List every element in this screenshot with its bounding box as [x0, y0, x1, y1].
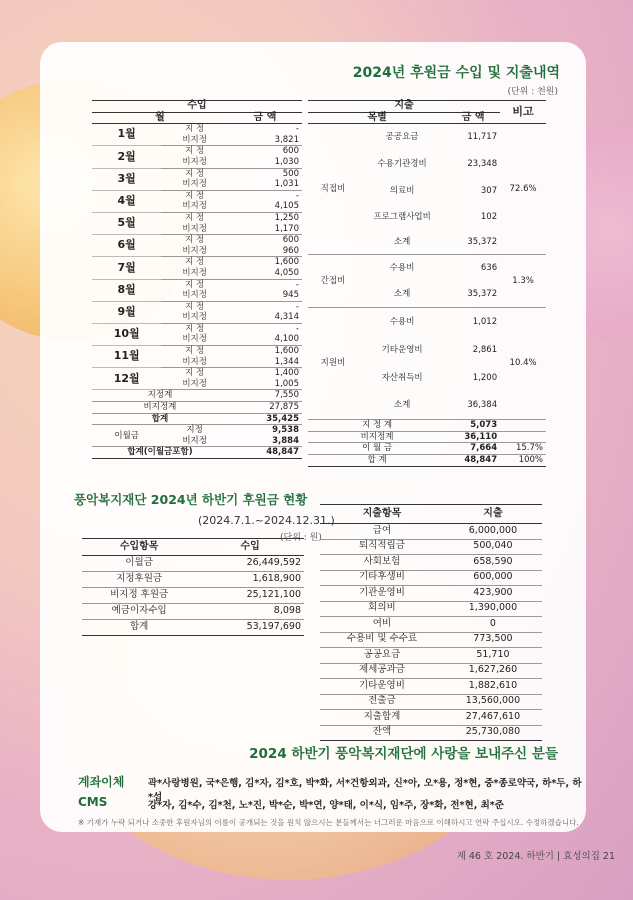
- income-total-label: 비지정계: [143, 402, 177, 413]
- income-month-row: [92, 124, 302, 135]
- bijijeong-label: 비지정: [182, 201, 207, 212]
- half-income-header-row: [82, 539, 304, 556]
- note-header: 비고: [500, 101, 546, 124]
- half-income-value: 1,618,900: [252, 573, 301, 585]
- bijijeong-value: 4,100: [274, 334, 299, 345]
- income-total-row: [92, 390, 302, 402]
- carryover-row: [92, 425, 302, 436]
- jijeong-value: -: [295, 279, 299, 290]
- expense-item-name: 소계: [358, 230, 446, 255]
- jijeong-value: 600: [282, 235, 299, 246]
- section1-unit: (단위 : 천원): [507, 87, 558, 97]
- carryover-label: 이월금: [92, 425, 161, 447]
- expense-item-value: 23,348: [467, 159, 498, 170]
- expense-group-label: 지원비: [308, 308, 358, 420]
- half-expense-name: 사회보험: [363, 555, 401, 567]
- half-income-col-value: 수입: [240, 540, 260, 552]
- half-income-value: 26,449,592: [246, 557, 301, 569]
- month-label: 11월: [92, 346, 161, 368]
- jijeong-value: 600: [282, 146, 299, 157]
- expense-item-value: 35,372: [446, 230, 500, 255]
- income-month-row: [92, 279, 302, 290]
- half-expense-col-item: 지출항목: [362, 507, 402, 519]
- bijijeong-value: 945: [282, 290, 299, 301]
- half-expense-header-row: [320, 505, 542, 524]
- half-income-value: 8,098: [273, 605, 301, 617]
- half-expense-col-value: 지출: [483, 507, 503, 519]
- month-label: 10월: [92, 323, 161, 345]
- half-expense-table: [320, 504, 542, 741]
- half-income-name: 비지정 후원금: [110, 589, 169, 601]
- month-label: 5월: [92, 212, 161, 234]
- expense-item-value: 1,200: [472, 372, 498, 383]
- half-income-row: [82, 620, 304, 636]
- section1-title: 2024년 후원금 수입 및 지출내역: [352, 65, 560, 81]
- half-income-name: 합계: [129, 621, 149, 633]
- jijeong-label: 지 정: [185, 279, 205, 290]
- income-total-row: [92, 413, 302, 425]
- carryover-jijeong-label: 지정: [186, 425, 203, 436]
- expense-total-row: [308, 431, 546, 443]
- half-income-row: [82, 604, 304, 620]
- jijeong-value: 1,600: [274, 346, 299, 357]
- bijijeong-label: 비지정: [182, 179, 207, 190]
- half-expense-value: 1,882,610: [468, 679, 518, 691]
- carryover-jijeong-value: 9,538: [272, 425, 299, 436]
- carryover-bijijeong-label: 비지정: [182, 435, 207, 446]
- expense-total-value: 36,110: [464, 431, 498, 442]
- half-expense-value: 13,560,000: [465, 695, 521, 707]
- half-expense-row: [320, 555, 542, 571]
- half-expense-name: 여비: [372, 617, 392, 629]
- income-col-amount: 금 액: [253, 111, 277, 123]
- half-expense-row: [320, 570, 542, 586]
- expense-item-value: 35,372: [446, 281, 500, 308]
- expense-item-value: 1,012: [472, 316, 498, 327]
- expense-group-note: 1.3%: [500, 255, 546, 308]
- income-total-value: 35,425: [266, 413, 299, 424]
- bijijeong-label: 비지정: [182, 290, 207, 301]
- half-income-table: [82, 538, 304, 636]
- month-label: 6월: [92, 235, 161, 257]
- half-expense-row: [320, 601, 542, 617]
- jijeong-label: 지 정: [185, 235, 205, 246]
- expense-item-name: 소계: [358, 281, 446, 308]
- jijeong-value: -: [295, 323, 299, 334]
- donor-names-transfer: 곽*사랑병원, 국*은행, 김*자, 김*호, 박*화, 서*건항외과, 신*아, 오*용, 정*현, 중*종로약국, 하*두, 하*섭: [148, 778, 582, 803]
- income-month-row: [92, 146, 302, 157]
- section2-unit: (단위 : 원): [280, 533, 322, 543]
- half-expense-row: [320, 663, 542, 679]
- expense-item-name: 공공요금: [385, 132, 419, 143]
- expense-item-value: 307: [480, 185, 498, 196]
- income-month-row: [92, 346, 302, 357]
- half-expense-row: [320, 632, 542, 648]
- expense-col-item: 목별: [367, 111, 387, 123]
- month-label: 12월: [92, 368, 161, 390]
- notice-text: ※ 기재가 누락 되거나 소중한 후원자님의 이름이 공개되는 것을 원치 않으시는 분들께서는 너그러운 마음으로 이해하시고 연락 주십시오. 수정하겠습니다.: [78, 818, 579, 827]
- income-month-row: [92, 323, 302, 334]
- income-header-row: [92, 101, 302, 113]
- expense-total-label: 합 계: [367, 454, 387, 465]
- half-income-col-item: 수입항목: [119, 540, 159, 552]
- grand-total-row: [92, 447, 302, 459]
- half-expense-name: 지출합계: [363, 710, 401, 722]
- expense-item-name: 소계: [358, 392, 446, 420]
- expense-item-value: 36,384: [446, 392, 500, 420]
- expense-item-value: 636: [480, 262, 498, 273]
- half-expense-value: 6,000,000: [468, 524, 518, 536]
- expense-total-value: 5,073: [470, 420, 498, 431]
- bijijeong-value: 1,031: [274, 179, 299, 190]
- bijijeong-label: 비지정: [182, 378, 207, 389]
- income-month-row: [92, 190, 302, 201]
- half-expense-name: 수용비 및 수수료: [346, 633, 418, 645]
- income-total-label: 합계: [151, 413, 169, 424]
- donor-label-transfer: 계좌이체: [78, 775, 125, 789]
- grand-total-label: 합계(이월금포함): [127, 447, 193, 458]
- income-total-value: 7,550: [274, 390, 299, 401]
- half-expense-value: 25,730,080: [465, 726, 521, 738]
- jijeong-value: -: [295, 124, 299, 135]
- income-month-row: [92, 168, 302, 179]
- jijeong-value: 1,400: [274, 368, 299, 379]
- half-income-value: 25,121,100: [246, 589, 301, 601]
- jijeong-label: 지 정: [185, 301, 205, 312]
- month-label: 2월: [92, 146, 161, 168]
- jijeong-label: 지 정: [185, 168, 205, 179]
- expense-item-value: 102: [480, 211, 498, 222]
- content-card: [40, 42, 586, 832]
- expense-total-note: [500, 420, 546, 432]
- expense-total-row: [308, 443, 546, 455]
- expense-item-name: 프로그램사업비: [373, 211, 431, 222]
- half-expense-value: 1,390,000: [468, 602, 518, 614]
- income-col-month: 월: [155, 111, 165, 123]
- income-month-row: [92, 235, 302, 246]
- expense-total-value: 7,664: [470, 443, 498, 454]
- expense-total-row: [308, 454, 546, 466]
- half-expense-row: [320, 694, 542, 710]
- half-income-value: 53,197,690: [246, 621, 301, 633]
- income-month-row: [92, 257, 302, 268]
- jijeong-label: 지 정: [185, 124, 205, 135]
- expense-header-row: [308, 101, 546, 113]
- income-month-row: [92, 212, 302, 223]
- half-expense-value: 51,710: [476, 648, 510, 660]
- half-expense-value: 0: [489, 617, 496, 629]
- half-expense-name: 잔액: [372, 726, 392, 738]
- section2-period: (2024.7.1.~2024.12.31.): [198, 514, 335, 527]
- jijeong-label: 지 정: [185, 257, 205, 268]
- half-expense-row: [320, 617, 542, 633]
- half-expense-value: 1,627,260: [468, 664, 518, 676]
- expense-total-label: 지 정 계: [362, 420, 393, 431]
- half-expense-value: 500,040: [473, 540, 513, 552]
- bijijeong-value: 1,005: [274, 378, 299, 389]
- expense-total-row: [308, 420, 546, 432]
- expense-group-note: 10.4%: [500, 308, 546, 420]
- half-expense-row: [320, 710, 542, 726]
- expense-item-row: [308, 255, 546, 282]
- expense-item-row: [308, 308, 546, 337]
- half-expense-name: 공공요금: [363, 648, 401, 660]
- expense-item-name: 수용기관경비: [377, 159, 427, 170]
- expense-total-label: 이 월 금: [362, 443, 393, 454]
- month-label: 4월: [92, 190, 161, 212]
- half-expense-row: [320, 648, 542, 664]
- half-income-name: 이월금: [125, 557, 153, 569]
- expense-table: [308, 100, 546, 467]
- jijeong-value: 500: [282, 168, 299, 179]
- half-expense-value: 27,467,610: [465, 710, 521, 722]
- income-total-row: [92, 402, 302, 414]
- jijeong-value: -: [295, 301, 299, 312]
- bijijeong-label: 비지정: [182, 312, 207, 323]
- income-total-value: 27,875: [269, 402, 299, 413]
- month-label: 8월: [92, 279, 161, 301]
- jijeong-value: 1,600: [274, 257, 299, 268]
- half-expense-row: [320, 524, 542, 540]
- half-expense-name: 퇴직적립금: [359, 540, 405, 552]
- expense-total-note: 15.7%: [515, 443, 543, 454]
- section3-title: 2024 하반기 풍악복지재단에 사랑을 보내주신 분들: [249, 746, 558, 762]
- grand-total-value: 48,847: [266, 447, 299, 458]
- bijijeong-label: 비지정: [182, 223, 207, 234]
- expense-item-name: 자산취득비: [381, 372, 423, 383]
- month-label: 7월: [92, 257, 161, 279]
- expense-total-note: 100%: [518, 454, 543, 465]
- bijijeong-value: 3,821: [274, 134, 299, 145]
- bijijeong-value: 1,344: [274, 356, 299, 367]
- income-col-row: [92, 112, 302, 124]
- expense-col-amount: 금 액: [461, 111, 485, 123]
- half-expense-row: [320, 725, 542, 741]
- jijeong-label: 지 정: [185, 368, 205, 379]
- income-month-row: [92, 368, 302, 379]
- carryover-bijijeong-value: 3,884: [272, 435, 299, 446]
- expense-item-name: 의료비: [389, 185, 415, 196]
- month-label: 1월: [92, 124, 161, 146]
- half-income-row: [82, 572, 304, 588]
- bijijeong-label: 비지정: [182, 134, 207, 145]
- bijijeong-label: 비지정: [182, 356, 207, 367]
- half-expense-name: 회의비: [368, 602, 396, 614]
- jijeong-label: 지 정: [185, 323, 205, 334]
- expense-total-value: 48,847: [464, 454, 498, 465]
- expense-item-value: 2,861: [472, 344, 498, 355]
- expense-group-label: 직접비: [308, 124, 358, 255]
- expense-group-note: 72.6%: [500, 124, 546, 255]
- half-income-row: [82, 588, 304, 604]
- expense-item-value: 11,717: [467, 132, 498, 143]
- bijijeong-label: 비지정: [182, 267, 207, 278]
- bijijeong-label: 비지정: [182, 156, 207, 167]
- expense-item-name: 기타운영비: [381, 344, 423, 355]
- jijeong-label: 지 정: [185, 190, 205, 201]
- expense-item-name: 수용비: [389, 262, 415, 273]
- half-expense-name: 기타운영비: [359, 679, 405, 691]
- half-expense-name: 기관운영비: [359, 586, 405, 598]
- half-expense-name: 급여: [372, 524, 392, 536]
- donor-names-cms: 강*자, 김*수, 김*천, 노*진, 박*순, 박*연, 양*태, 이*식, 임*주, 장*화, 전*현, 최*준: [148, 800, 504, 811]
- half-income-name: 예금이자수입: [111, 605, 167, 617]
- half-expense-row: [320, 539, 542, 555]
- expense-item-name: 수용비: [389, 316, 415, 327]
- half-expense-value: 658,590: [473, 555, 513, 567]
- half-expense-row: [320, 679, 542, 695]
- month-label: 3월: [92, 168, 161, 190]
- half-expense-value: 423,900: [473, 586, 513, 598]
- expense-header: 지출: [308, 101, 500, 113]
- expense-total-label: 비지정계: [360, 431, 394, 442]
- bijijeong-value: 1,170: [274, 223, 299, 234]
- donor-label-cms: CMS: [78, 795, 108, 809]
- page-footer: 제 46 호 2024. 하반기 | 효성의집 21: [456, 851, 615, 862]
- bijijeong-label: 비지정: [182, 334, 207, 345]
- bijijeong-value: 1,030: [274, 156, 299, 167]
- income-month-row: [92, 301, 302, 312]
- half-expense-name: 기타후생비: [359, 571, 405, 583]
- half-income-row: [82, 556, 304, 572]
- bijijeong-value: 4,050: [274, 267, 299, 278]
- section2-title: 풍악복지재단 2024년 하반기 후원금 현황: [74, 492, 308, 507]
- expense-total-note: [500, 431, 546, 443]
- expense-group-label: 간접비: [308, 255, 358, 308]
- income-total-label: 지정계: [147, 390, 173, 401]
- half-expense-name: 제세공과금: [359, 664, 405, 676]
- bijijeong-label: 비지정: [182, 245, 207, 256]
- bijijeong-value: 4,105: [274, 201, 299, 212]
- half-expense-value: 600,000: [473, 571, 513, 583]
- jijeong-label: 지 정: [185, 146, 205, 157]
- income-table: [92, 100, 302, 459]
- expense-item-row: [308, 124, 546, 152]
- half-expense-value: 773,500: [473, 633, 513, 645]
- bijijeong-value: 960: [282, 245, 299, 256]
- month-label: 9월: [92, 301, 161, 323]
- half-expense-row: [320, 586, 542, 602]
- jijeong-label: 지 정: [185, 212, 205, 223]
- jijeong-value: -: [295, 190, 299, 201]
- half-income-name: 지정후원금: [116, 573, 163, 585]
- income-header: 수입: [92, 101, 302, 113]
- half-expense-name: 전출금: [368, 695, 396, 707]
- bijijeong-value: 4,314: [274, 312, 299, 323]
- jijeong-value: 1,250: [274, 212, 299, 223]
- jijeong-label: 지 정: [185, 346, 205, 357]
